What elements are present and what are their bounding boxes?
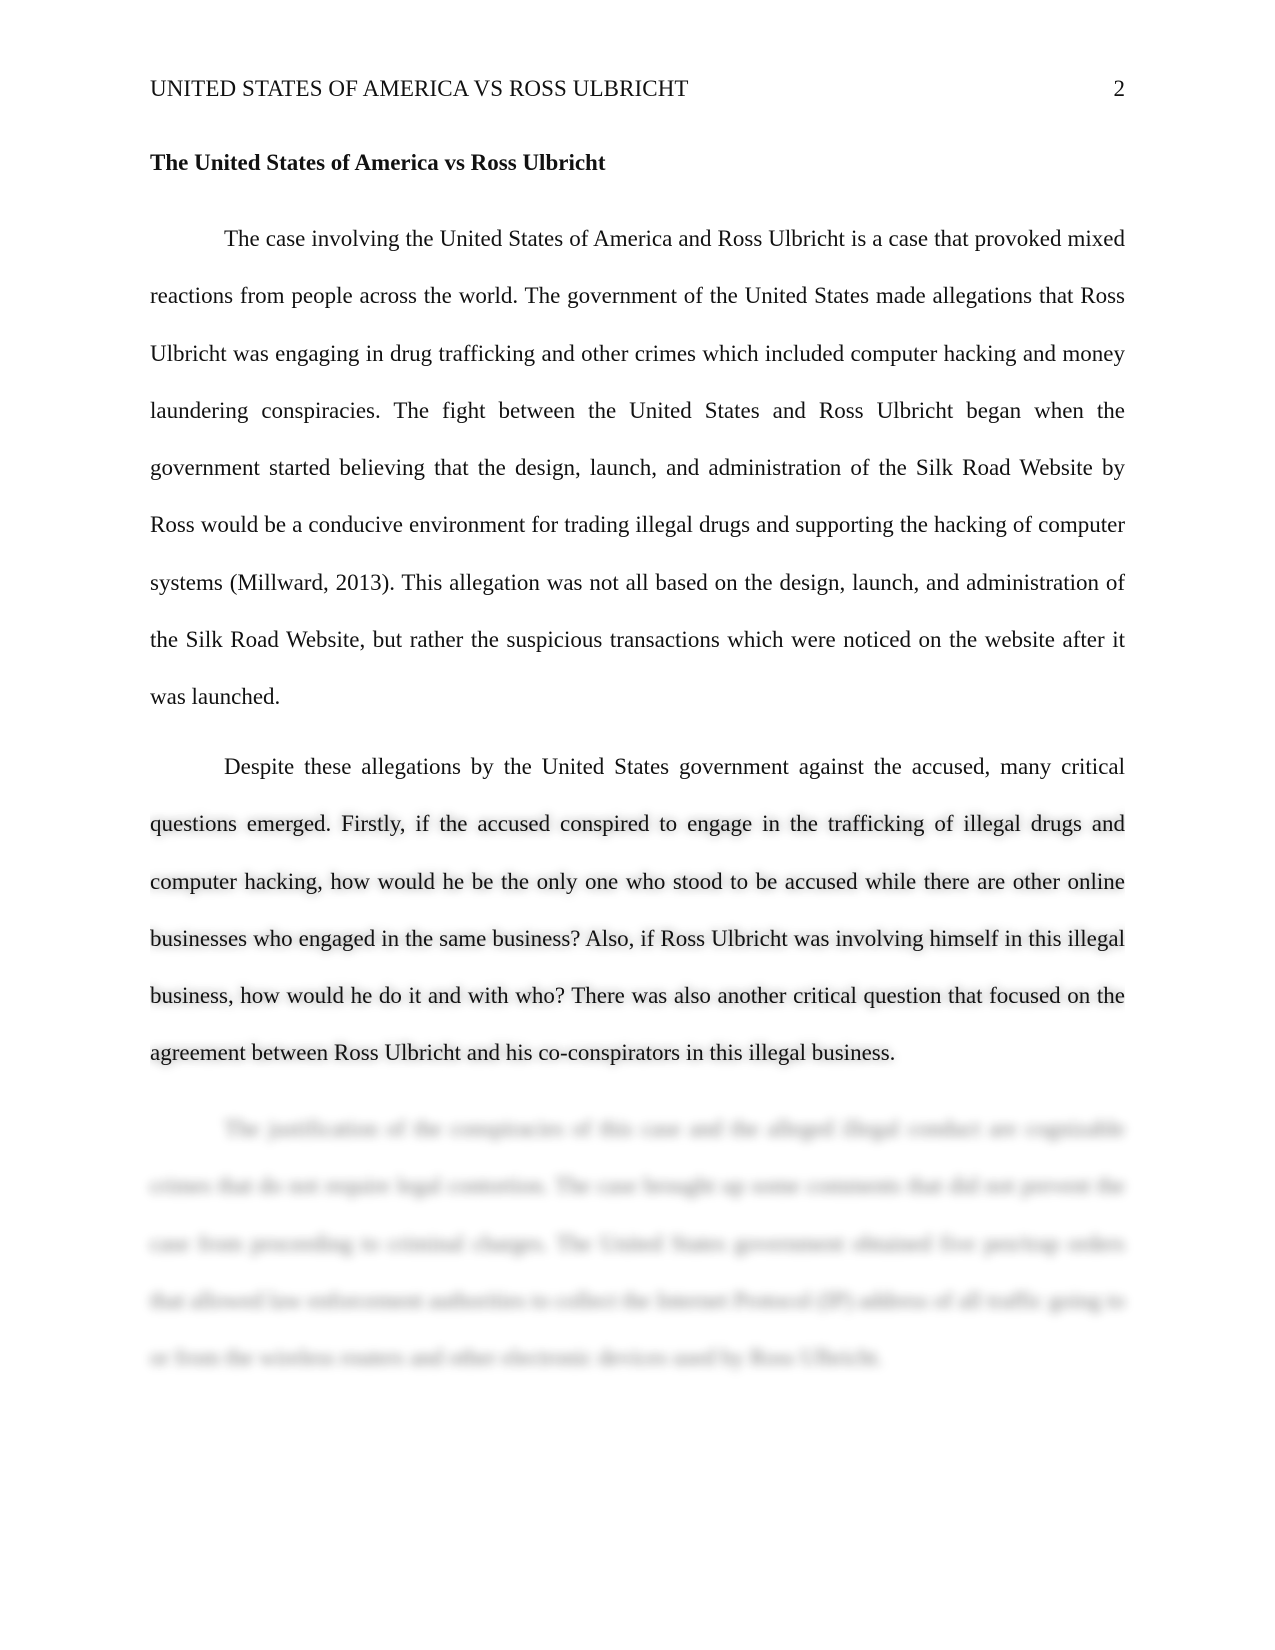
- running-head: [150, 74, 1125, 104]
- document-title: The United States of America vs Ross Ulbricht: [150, 150, 606, 175]
- paragraph-2-lead-line: Despite these allegations by the United States government against the accused, many critical questions emerged. Firstly, if the accused conspired to engage in the trafficking of illegal drugs and computer hacking, how would he be the only one who stood to be accused while there are other online businesses who engaged in the same business? Also, if Ross Ulbricht was involving himself in this illegal business, how would he do it and with who? There was also another critical question that focused on the agreement between Ross Ulbricht and his co-conspirators in this illegal business.: [150, 738, 1125, 795]
- running-title: UNITED STATES OF AMERICA VS ROSS ULBRICHT: [150, 76, 689, 101]
- page-number: 2: [1113, 76, 1125, 101]
- paragraph-3: The justification of the conspiracies of this case and the alleged illegal conduct are cognizable crimes that do not require legal contortion. The case brought up some comments that did not prevent the case from proceeding to criminal charges. The United States government obtained five pen/trap orders that allowed law enforcement authorities to collect the Internet Protocol (IP) address of all traffic going to or from the wireless routers and other electronic devices used by Ross Ulbricht.: [150, 1116, 1125, 1371]
- paragraph-2: [150, 738, 1125, 1082]
- paragraph-1: The case involving the United States of America and Ross Ulbricht is a case that provoked mixed reactions from people across the world. The government of the United States made allegations that Ross Ulbricht was engaging in drug trafficking and other crimes which included computer hacking and money laundering conspiracies. The fight between the United States and Ross Ulbricht began when the government started believing that the design, launch, and administration of the Silk Road Website by Ross would be a conducive environment for trading illegal drugs and supporting the hacking of computer systems (Millward, 2013). This allegation was not all based on the design, launch, and administration of the Silk Road Website, but rather the suspicious transactions which were noticed on the website after it was launched.: [150, 226, 1125, 710]
